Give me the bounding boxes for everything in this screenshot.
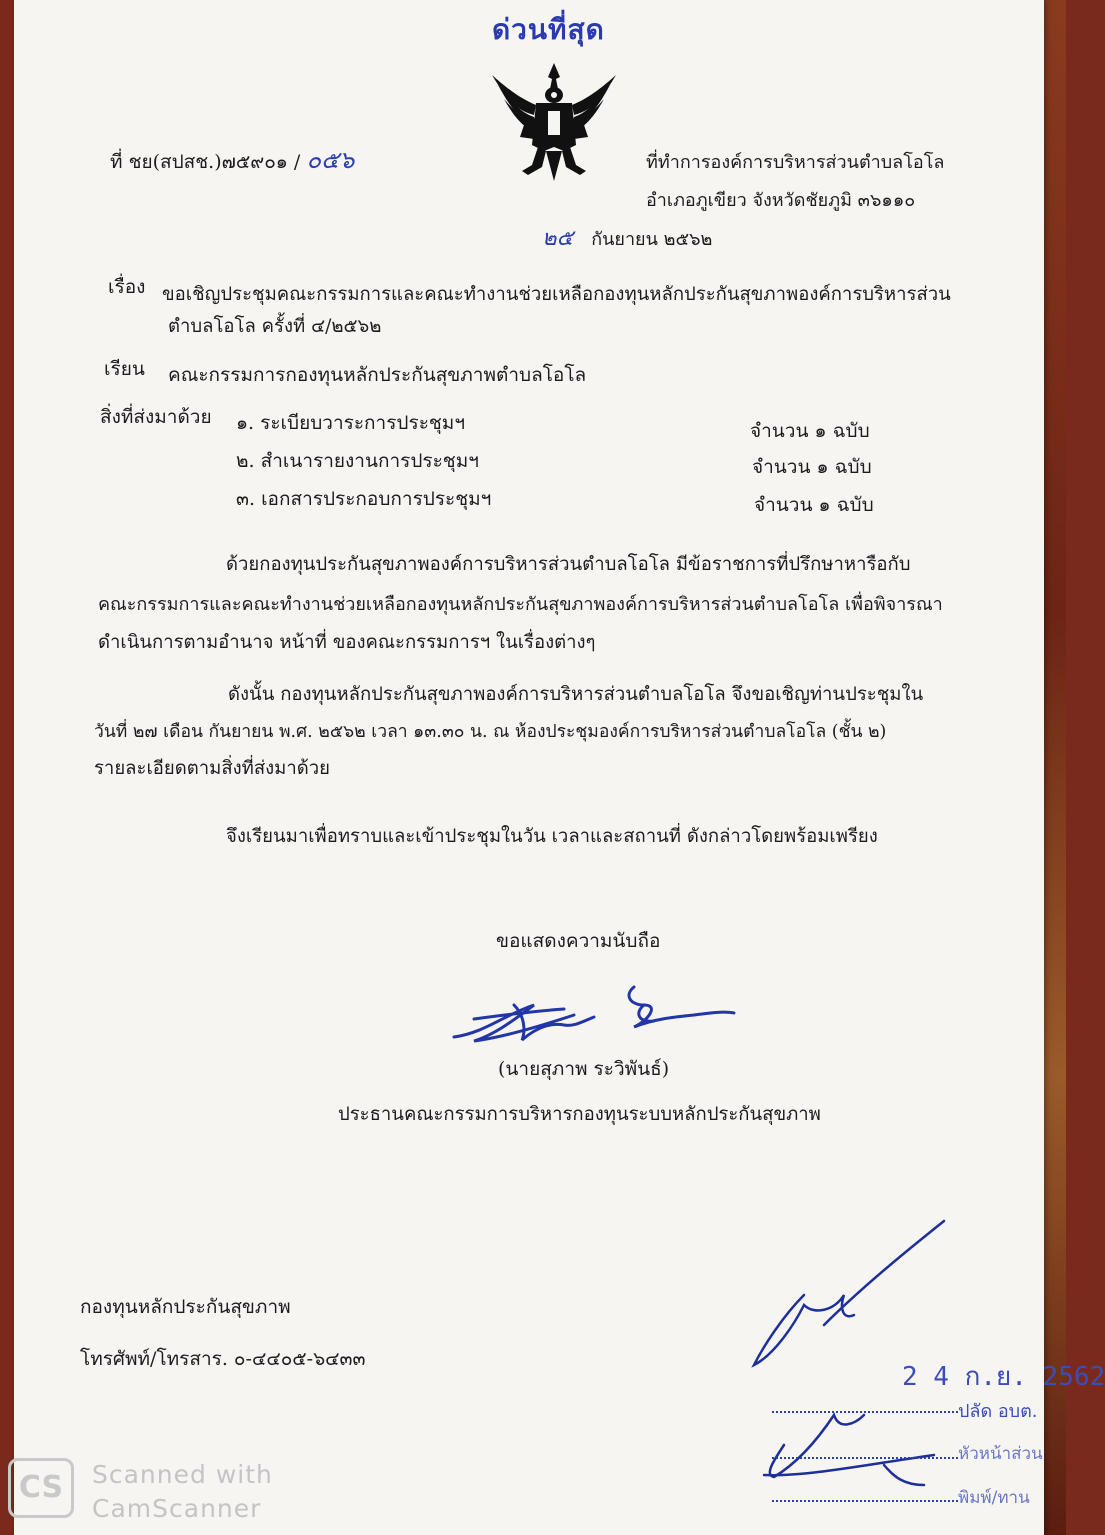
stamp-line3: พิมพ์/ทาน [958,1488,1030,1508]
background-edge [1042,0,1066,1535]
subject-line2: ตำบลโอโล ครั้งที่ ๔/๒๕๖๒ [168,316,382,337]
footer-phone: โทรศัพท์/โทรสาร. ๐-๔๔๐๕-๖๔๓๓ [80,1348,366,1370]
stamp-received-date: 2 4 ก.ย. 2562 [902,1362,1105,1392]
enclosure-qty: จำนวน ๑ ฉบับ [754,494,874,516]
document-page [14,0,1105,1535]
date-handwritten-day: ๒๕ [542,226,574,251]
subject-line1: ขอเชิญประชุมคณะกรรมการและคณะทำงานช่วยเหลือกองทุนหลักประกันสุขภาพองค์การบริหารส่วน [162,284,951,305]
signature [444,975,744,1055]
body-paragraph1-line3: ดำเนินการตามอำนาจ หน้าที่ ของคณะกรรมการฯ ในเรื่องต่างๆ [98,632,596,653]
closing-regards: ขอแสดงความนับถือ [496,930,661,952]
enclosure-item: ๓. เอกสารประกอบการประชุมฯ [236,488,492,510]
stamp-dotted-line [772,1500,958,1502]
body-paragraph1-line1: ด้วยกองทุนประกันสุขภาพองค์การบริหารส่วนตำบลโอโล มีข้อราชการที่ปรึกษาหารือกับ [226,554,911,575]
watermark-line1: Scanned with [92,1460,273,1489]
office-address-line2: อำเภอภูเขียว จังหวัดชัยภูมิ ๓๖๑๑๐ [646,190,916,211]
stamp-line2: หัวหน้าส่วน [958,1444,1043,1464]
garuda-emblem-icon [484,55,624,185]
body-paragraph1-line2: คณะกรรมการและคณะทำงานช่วยเหลือกองทุนหลักประกันสุขภาพองค์การบริหารส่วนตำบลโอโล เพื่อพิจารณา [98,594,943,615]
body-paragraph3: จึงเรียนมาเพื่อทราบและเข้าประชุมในวัน เวลาและสถานที่ ดังกล่าวโดยพร้อมเพรียง [226,826,878,847]
office-address-line1: ที่ทำการองค์การบริหารส่วนตำบลโอโล [646,152,945,173]
document-date [542,226,712,252]
enclosure-item: ๑. ระเบียบวาระการประชุมฯ [236,412,465,434]
stamp-line1: ปลัด อบต. [958,1401,1038,1422]
stamp-dotted-line [772,1457,958,1459]
watermark-line2: CamScanner [92,1494,262,1523]
enclosure-qty: จำนวน ๑ ฉบับ [750,420,870,442]
enclosures-label: สิ่งที่ส่งมาด้วย [100,406,212,428]
document-number-handwritten: ๐๕๖ [306,146,355,174]
addressee-text: คณะกรรมการกองทุนหลักประกันสุขภาพตำบลโอโล [168,364,587,386]
body-paragraph2-line2: วันที่ ๒๗ เดือน กันยายน พ.ศ. ๒๕๖๒ เวลา ๑๓.๓๐ น. ณ ห้องประชุมองค์การบริหารส่วนตำบลโอโล (ชั้น ๒) [94,722,887,742]
addressee-label: เรียน [104,358,145,380]
document-number [110,146,354,175]
classification-mark: ด่วนที่สุด [492,13,605,46]
signatory-name: (นายสุภาพ ระวิพันธ์) [498,1058,670,1080]
signatory-position: ประธานคณะกรรมการบริหารกองทุนระบบหลักประกันสุขภาพ [338,1104,821,1125]
stamp-dotted-line [772,1411,958,1413]
date-month-year: กันยายน ๒๕๖๒ [591,229,713,250]
enclosure-item: ๒. สำเนารายงานการประชุมฯ [236,450,479,472]
footer-organization: กองทุนหลักประกันสุขภาพ [80,1296,291,1318]
enclosure-qty: จำนวน ๑ ฉบับ [752,456,872,478]
document-number-prefix: ที่ ชย(สปสช.)๗๕๙๐๑ / [110,151,301,173]
body-paragraph2-line3: รายละเอียดตามสิ่งที่ส่งมาด้วย [94,758,330,779]
subject-label: เรื่อง [108,276,146,298]
camscanner-logo-icon: CS [8,1458,74,1518]
body-paragraph2-line1: ดังนั้น กองทุนหลักประกันสุขภาพองค์การบริหารส่วนตำบลโอโล จึงขอเชิญท่านประชุมใน [228,684,924,705]
